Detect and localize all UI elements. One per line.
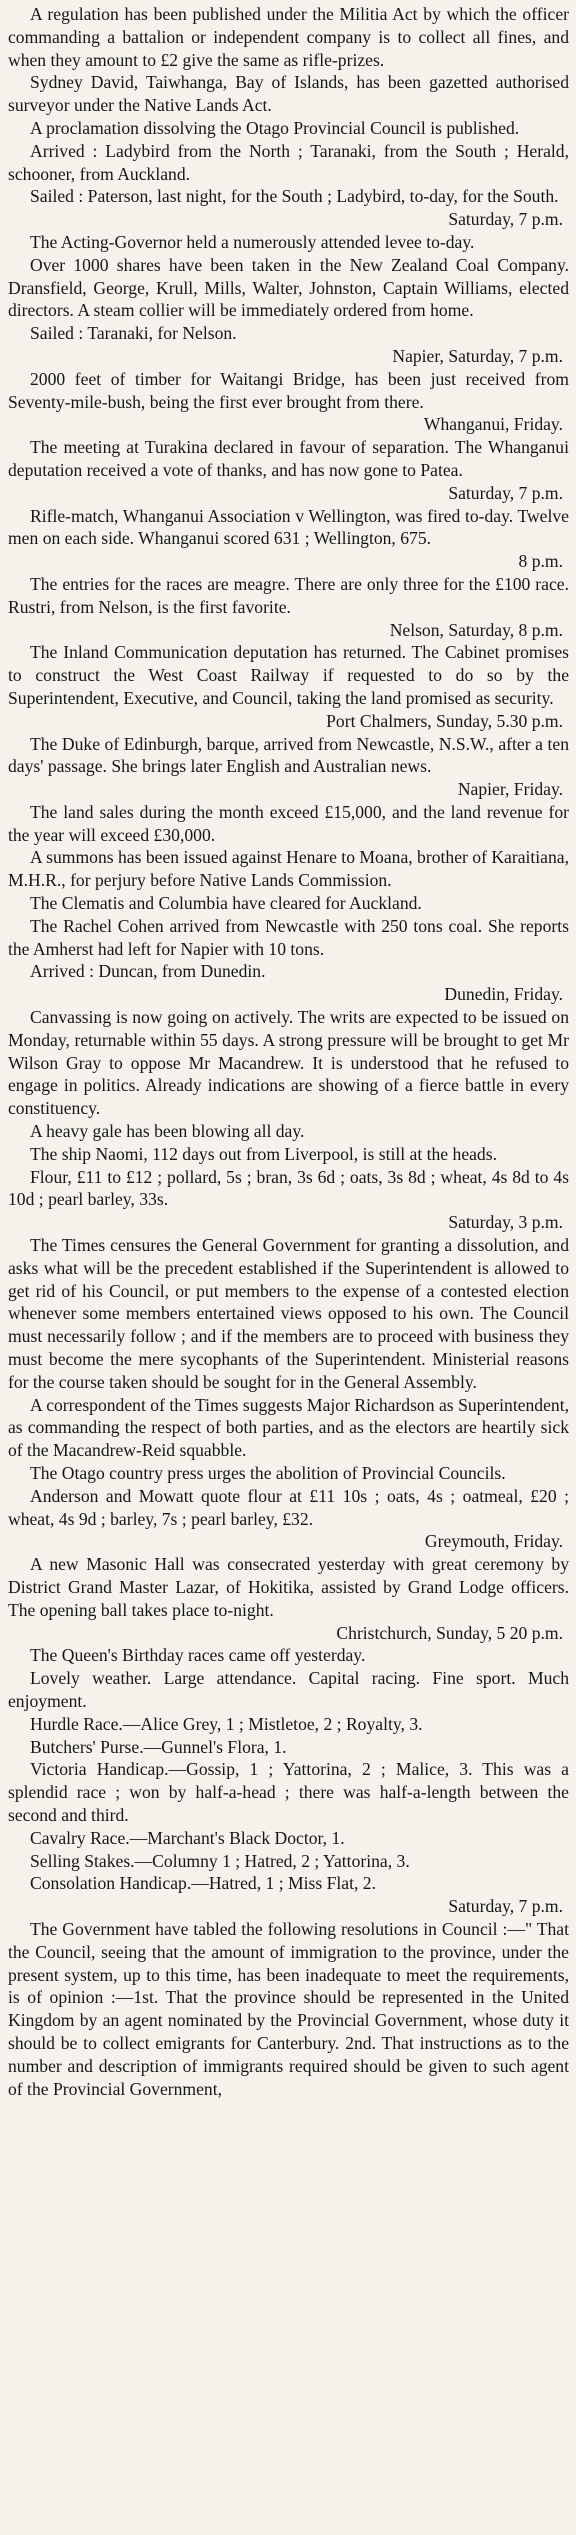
dateline: Whanganui, Friday. bbox=[423, 414, 563, 435]
news-paragraph: A new Masonic Hall was consecrated yesterday with great ceremony by District Grand Master Lazar, of Hokitika, assisted by Grand Lodge officers. The opening ball takes place to-night. bbox=[8, 1554, 569, 1620]
news-paragraph: The Otago country press urges the abolition of Provincial Councils. bbox=[30, 1463, 506, 1483]
news-paragraph: The land sales during the month exceed £15,000, and the land revenue for the year will exceed £30,000. bbox=[8, 801, 569, 845]
news-paragraph: Rifle-match, Whanganui Association v Wellington, was fired to-day. Twelve men on each side. Whanganui scored 631 ; Wellington, 675. bbox=[8, 505, 569, 549]
news-paragraph: 2000 feet of timber for Waitangi Bridge, has been just received from Seventy-mile-bush, being the first ever brought from there. bbox=[8, 368, 569, 412]
dateline: 8 p.m. bbox=[518, 551, 563, 572]
dateline: Christchurch, Sunday, 5 20 p.m. bbox=[336, 1622, 563, 1643]
news-paragraph: The Rachel Cohen arrived from Newcastle with 250 tons coal. She reports the Amherst had left for Napier with 10 tons. bbox=[8, 915, 569, 959]
dateline: Napier, Friday. bbox=[457, 779, 563, 800]
news-paragraph: Selling Stakes.—Columny 1 ; Hatred, 2 ; Yattorina, 3. bbox=[30, 1850, 410, 1871]
news-paragraph: The entries for the races are meagre. There are only three for the £100 race. Rustri, from Nelson, is the first favorite. bbox=[8, 573, 569, 617]
news-paragraph: Consolation Handicap.—Hatred, 1 ; Miss Flat, 2. bbox=[30, 1873, 376, 1894]
dateline: Port Chalmers, Sunday, 5.30 p.m. bbox=[326, 710, 563, 731]
news-paragraph: Hurdle Race.—Alice Grey, 1 ; Mistletoe, 2 ; Royalty, 3. bbox=[30, 1713, 423, 1734]
news-paragraph: Flour, £11 to £12 ; pollard, 5s ; bran, 3s 6d ; oats, 3s 8d ; wheat, 4s 8d to 4s 10d ; pearl barley, 33s. bbox=[8, 1166, 569, 1210]
dateline: Saturday, 7 p.m. bbox=[448, 482, 563, 503]
news-paragraph: Anderson and Mowatt quote flour at £11 10s ; oats, 4s ; oatmeal, £20 ; wheat, 4s 9d ; barley, 7s ; pearl barley, £32. bbox=[8, 1485, 569, 1529]
news-paragraph: Sailed : Taranaki, for Nelson. bbox=[30, 323, 237, 344]
news-paragraph: A summons has been issued against Henare to Moana, brother of Karaitiana, M.H.R., for perjury before Native Lands Commission. bbox=[8, 847, 569, 891]
news-paragraph: The meeting at Turakina declared in favour of separation. The Whanganui deputation received a vote of thanks, and has now gone to Patea. bbox=[8, 437, 569, 480]
dateline: Saturday, 3 p.m. bbox=[448, 1212, 563, 1233]
dateline: Saturday, 7 p.m. bbox=[448, 1896, 563, 1917]
dateline: Nelson, Saturday, 8 p.m. bbox=[389, 619, 563, 640]
news-paragraph: The Acting-Governor held a numerously attended levee to-day. bbox=[30, 231, 475, 252]
news-paragraph: A correspondent of the Times suggests Major Richardson as Superintendent, as commanding the respect of both parties, and as the electors are heartily sick of the Macandrew-Reid squabble. bbox=[8, 1394, 569, 1461]
news-paragraph: Cavalry Race.—Marchant's Black Doctor, 1. bbox=[30, 1827, 345, 1848]
dateline: Saturday, 7 p.m. bbox=[448, 209, 563, 230]
news-paragraph: The ship Naomi, 112 days out from Liverpool, is still at the heads. bbox=[30, 1143, 497, 1164]
news-paragraph: The Duke of Edinburgh, barque, arrived from Newcastle, N.S.W., after a ten days' passage. She brings later English and Australian news. bbox=[8, 733, 569, 777]
news-paragraph: Butchers' Purse.—Gunnel's Flora, 1. bbox=[30, 1736, 287, 1757]
news-paragraph: Victoria Handicap.—Gossip, 1 ; Yattorina, 2 ; Malice, 3. This was a splendid race ; won by half-a-head ; there was half-a-length between the second and third. bbox=[8, 1759, 569, 1825]
dateline: Greymouth, Friday. bbox=[424, 1531, 563, 1552]
news-paragraph: The Government have tabled the following resolutions in Council :—" That the Council, seeing that the amount of immigration to the province, under the present system, up to this time, has been inadequate to meet the requirements, is of opinion :—1st. That the province should be represented in the United Kingdom by an agent nominated by the Provincial Government, whose duty it should be to collect emigrants for Canterbury. 2nd. That instructions as to the number and description of immigrants required should be given to such agent of the Provincial Government, bbox=[8, 1918, 569, 2099]
news-paragraph: The Times censures the General Government for granting a dissolution, and asks what will be the precedent established if the Superintendent is allowed to get rid of his Council, or put members to the expense of a contested election whenever some members entertained views opposed to his own. The Council must necessarily follow ; and if the members are to proceed with business they must become the mere sycophants of the Superintendent. Ministerial reasons for the course taken should be sought for in the General Assembly. bbox=[8, 1235, 569, 1392]
dateline: Napier, Saturday, 7 p.m. bbox=[392, 345, 563, 366]
news-paragraph: Sydney David, Taiwhanga, Bay of Islands, has been gazetted authorised surveyor under the Native Lands Act. bbox=[8, 72, 569, 116]
news-paragraph: A heavy gale has been blowing all day. bbox=[30, 1121, 305, 1142]
news-paragraph: The Inland Communication deputation has returned. The Cabinet promises to construct the West Coast Railway if requested to do so by the Superintendent, Executive, and Council, taking the land promised as security. bbox=[8, 642, 569, 708]
dateline: Dunedin, Friday. bbox=[444, 984, 563, 1005]
news-paragraph: Over 1000 shares have been taken in the New Zealand Coal Company. Dransfield, George, Krull, Mills, Walter, Johnston, Captain Williams, elected directors. A steam collier will be immediately ordered from home. bbox=[8, 254, 569, 321]
news-paragraph: Arrived : Duncan, from Dunedin. bbox=[30, 961, 266, 982]
news-paragraph: Sailed : Paterson, last night, for the South ; Ladybird, to-day, for the South. bbox=[30, 186, 559, 207]
news-paragraph: Canvassing is now going on actively. The writs are expected to be issued on Monday, returnable within 55 days. A strong pressure will be brought to get Mr Wilson Gray to oppose Mr Macandrew. It is understood that he refused to engage in politics. Already indications are showing of a fierce battle in every constituency. bbox=[8, 1007, 569, 1119]
news-paragraph: Arrived : Ladybird from the North ; Taranaki, from the South ; Herald, schooner, from Auckland. bbox=[8, 140, 569, 184]
news-paragraph: The Clematis and Columbia have cleared for Auckland. bbox=[30, 893, 422, 914]
news-paragraph: The Queen's Birthday races came off yesterday. bbox=[30, 1645, 366, 1666]
news-paragraph: A proclamation dissolving the Otago Provincial Council is published. bbox=[30, 117, 520, 138]
news-paragraph: A regulation has been published under the Militia Act by which the officer commanding a battalion or independent company is to collect all fines, and when they amount to £2 give the same as rifle-prizes. bbox=[8, 4, 569, 70]
news-paragraph: Lovely weather. Large attendance. Capital racing. Fine sport. Much enjoyment. bbox=[8, 1668, 569, 1711]
